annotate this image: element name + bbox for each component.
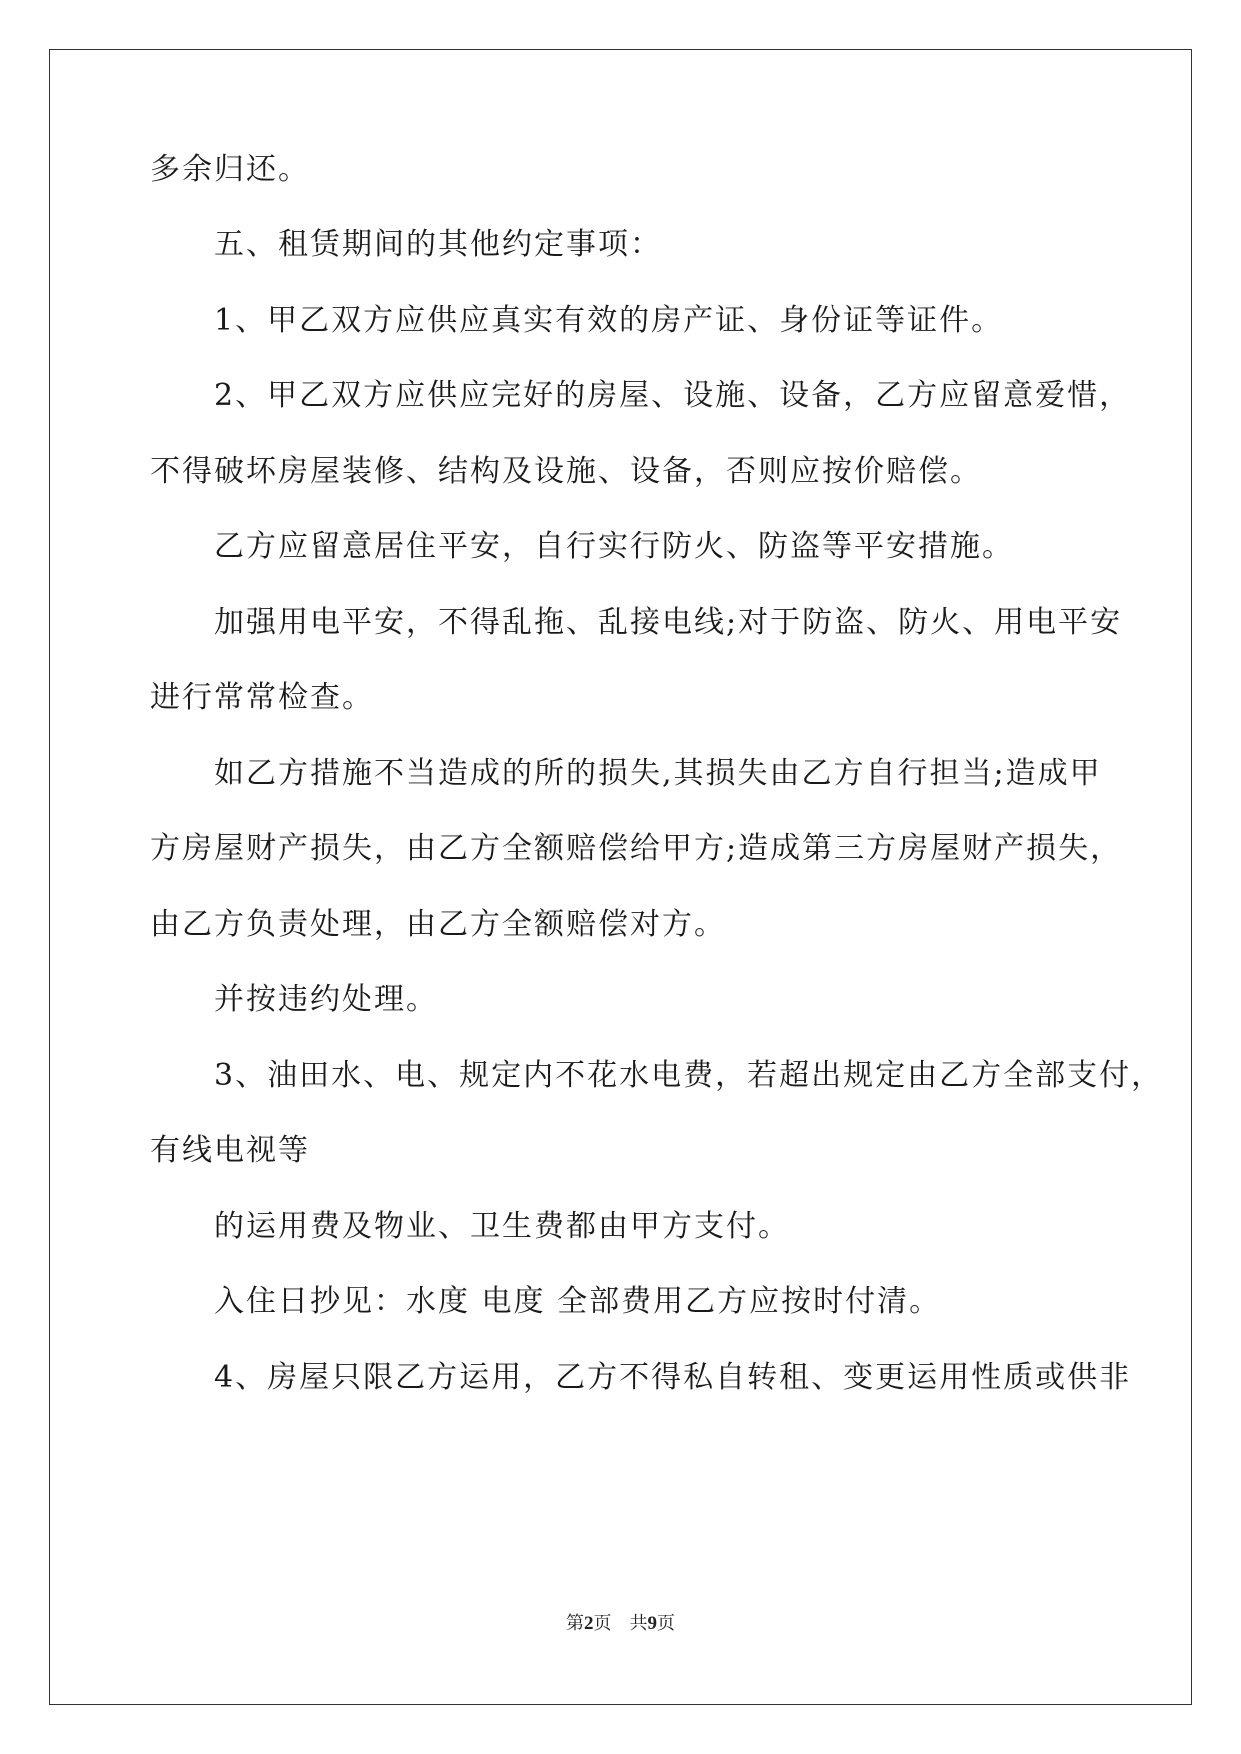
page-border [49,49,1192,1705]
paragraph-line-1: 多余归还。 [150,152,310,187]
safety-line: 乙方应留意居住平安，自行实行防火、防盗等平安措施。 [214,529,1014,564]
section-heading-5: 五、租赁期间的其他约定事项： [214,227,662,262]
loss-line-2: 方房屋财产损失，由乙方全额赔偿给甲方;造成第三方房屋财产损失， [150,831,1123,866]
total-suffix: 页 [657,1613,675,1634]
meter-reading-line: 入住日抄见：水度 电度 全部费用乙方应按时付清。 [214,1284,942,1319]
clause-1-line: 1、甲乙双方应供应真实有效的房产证、身份证等证件。 [214,303,1004,338]
page-footer [0,1612,1241,1636]
clause-3-line-1: 3、油田水、电、规定内不花水电费，若超出规定由乙方全部支付， [214,1058,1164,1093]
page-total-number: 9 [647,1613,657,1634]
clause-3-line-3: 的运用费及物业、卫生费都由甲方支付。 [214,1209,790,1244]
page-suffix: 页 [593,1613,612,1634]
clause-2-line-1: 2、甲乙双方应供应完好的房屋、设施、设备，乙方应留意爱惜， [214,378,1132,413]
electric-safety-line-2: 进行常常检查。 [150,680,374,715]
loss-line-3: 由乙方负责处理，由乙方全额赔偿对方。 [150,907,726,942]
clause-2-line-2: 不得破坏房屋装修、结构及设施、设备，否则应按价赔偿。 [150,454,982,489]
page-current-number: 2 [584,1613,594,1634]
electric-safety-line-1: 加强用电平安，不得乱拖、乱接电线;对于防盗、防火、用电平安 [214,605,1123,640]
total-prefix: 共 [629,1613,648,1634]
breach-line: 并按违约处理。 [214,982,438,1017]
loss-line-1: 如乙方措施不当造成的所的损失,其损失由乙方自行担当;造成甲 [214,756,1102,791]
clause-4-line-1: 4、房屋只限乙方运用，乙方不得私自转租、变更运用性质或供非 [214,1360,1132,1395]
clause-3-line-2: 有线电视等 [150,1133,310,1168]
page-prefix: 第 [566,1613,584,1634]
